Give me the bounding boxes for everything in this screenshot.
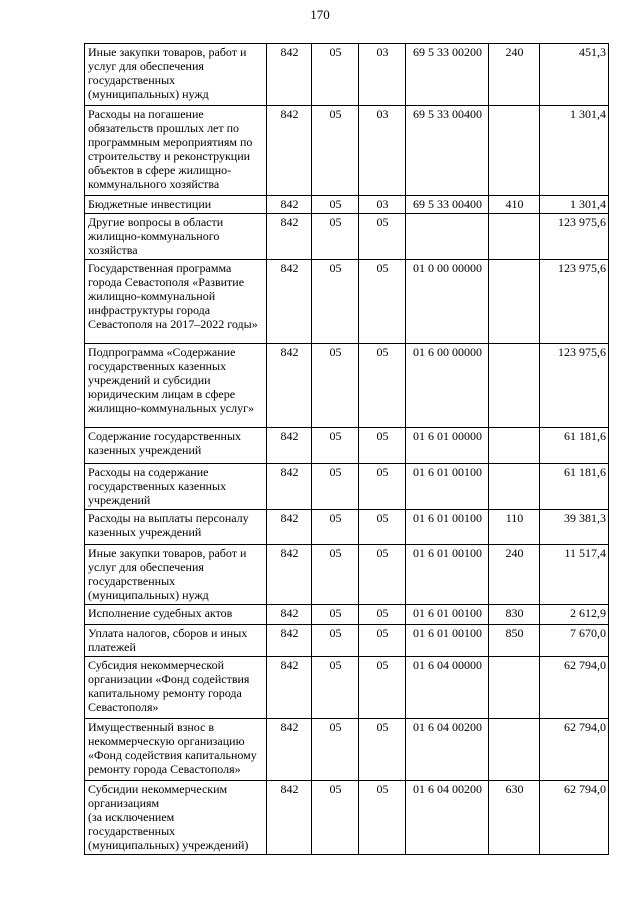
cell-expense-type: 410 <box>489 196 540 214</box>
cell-name: Бюджетные инвестиции <box>85 196 267 214</box>
cell-section: 05 <box>312 545 359 605</box>
cell-target-article: 01 6 01 00000 <box>406 428 489 464</box>
cell-amount: 123 975,6 <box>540 214 609 260</box>
cell-subsection: 05 <box>359 657 406 719</box>
cell-grbs: 842 <box>267 214 312 260</box>
cell-expense-type: 630 <box>489 781 540 855</box>
table-row <box>85 545 609 605</box>
cell-expense-type: 240 <box>489 44 540 106</box>
cell-target-article: 01 6 01 00100 <box>406 625 489 657</box>
cell-amount: 62 794,0 <box>540 719 609 781</box>
cell-target-article: 69 5 33 00400 <box>406 196 489 214</box>
cell-expense-type: 850 <box>489 625 540 657</box>
table-row <box>85 510 609 545</box>
table-row <box>85 605 609 625</box>
cell-name: Субсидия некоммерческой организации «Фонд содействия капитальному ремонту города Севастополя» <box>85 657 267 719</box>
cell-subsection: 05 <box>359 510 406 545</box>
cell-name: Государственная программа города Севастополя «Развитие жилищно-коммунальной инфраструктуры города Севастополя на 2017–2022 годы» <box>85 260 267 344</box>
cell-name: Другие вопросы в области жилищно-коммунального хозяйства <box>85 214 267 260</box>
cell-section: 05 <box>312 106 359 196</box>
cell-name: Уплата налогов, сборов и иных платежей <box>85 625 267 657</box>
cell-amount: 61 181,6 <box>540 464 609 510</box>
cell-name: Иные закупки товаров, работ и услуг для обеспечения государственных (муниципальных) нужд <box>85 44 267 106</box>
cell-amount: 62 794,0 <box>540 781 609 855</box>
cell-name: Расходы на содержание государственных казенных учреждений <box>85 464 267 510</box>
cell-grbs: 842 <box>267 428 312 464</box>
cell-amount: 61 181,6 <box>540 428 609 464</box>
cell-name: Расходы на погашение обязательств прошлых лет по программным мероприятиям по строительству и реконструкции объектов в сфере жилищно-коммунального хозяйства <box>85 106 267 196</box>
cell-name: Имущественный взнос в некоммерческую организацию «Фонд содействия капитальному ремонту города Севастополя» <box>85 719 267 781</box>
cell-expense-type <box>489 344 540 428</box>
cell-amount: 451,3 <box>540 44 609 106</box>
cell-section: 05 <box>312 657 359 719</box>
cell-grbs: 842 <box>267 781 312 855</box>
cell-target-article: 01 6 01 00100 <box>406 605 489 625</box>
cell-expense-type <box>489 428 540 464</box>
table-row <box>85 464 609 510</box>
cell-target-article: 01 6 04 00000 <box>406 657 489 719</box>
cell-grbs: 842 <box>267 657 312 719</box>
cell-section: 05 <box>312 625 359 657</box>
cell-section: 05 <box>312 196 359 214</box>
cell-subsection: 05 <box>359 545 406 605</box>
cell-target-article: 69 5 33 00400 <box>406 106 489 196</box>
cell-grbs: 842 <box>267 510 312 545</box>
cell-grbs: 842 <box>267 719 312 781</box>
cell-target-article: 01 6 00 00000 <box>406 344 489 428</box>
cell-subsection: 05 <box>359 428 406 464</box>
cell-subsection: 05 <box>359 344 406 428</box>
cell-subsection: 05 <box>359 605 406 625</box>
table-row <box>85 344 609 428</box>
cell-name: Подпрограмма «Содержание государственных казенных учреждений и субсидии юридическим лицам в сфере жилищно-коммунальных услуг» <box>85 344 267 428</box>
cell-name: Расходы на выплаты персоналу казенных учреждений <box>85 510 267 545</box>
cell-amount: 1 301,4 <box>540 106 609 196</box>
table-row <box>85 260 609 344</box>
cell-section: 05 <box>312 344 359 428</box>
cell-name: Содержание государственных казенных учреждений <box>85 428 267 464</box>
page-number: 170 <box>310 7 330 22</box>
cell-name: Субсидии некоммерческим организациям (за исключением государственных (муниципальных) учреждений) <box>85 781 267 855</box>
cell-amount: 2 612,9 <box>540 605 609 625</box>
cell-expense-type: 240 <box>489 545 540 605</box>
cell-expense-type <box>489 260 540 344</box>
table-row <box>85 106 609 196</box>
cell-name: Исполнение судебных актов <box>85 605 267 625</box>
cell-grbs: 842 <box>267 44 312 106</box>
budget-table <box>84 43 609 855</box>
cell-amount: 7 670,0 <box>540 625 609 657</box>
cell-target-article: 01 6 04 00200 <box>406 719 489 781</box>
cell-section: 05 <box>312 719 359 781</box>
cell-amount: 39 381,3 <box>540 510 609 545</box>
cell-subsection: 05 <box>359 260 406 344</box>
cell-expense-type: 110 <box>489 510 540 545</box>
cell-target-article: 01 0 00 00000 <box>406 260 489 344</box>
cell-expense-type <box>489 106 540 196</box>
table-row <box>85 428 609 464</box>
cell-target-article: 01 6 01 00100 <box>406 510 489 545</box>
cell-subsection: 05 <box>359 625 406 657</box>
cell-section: 05 <box>312 260 359 344</box>
table-row <box>85 781 609 855</box>
table-row <box>85 719 609 781</box>
cell-amount: 123 975,6 <box>540 260 609 344</box>
cell-expense-type <box>489 719 540 781</box>
table-body <box>85 44 609 855</box>
cell-grbs: 842 <box>267 196 312 214</box>
cell-expense-type <box>489 464 540 510</box>
cell-section: 05 <box>312 464 359 510</box>
cell-section: 05 <box>312 510 359 545</box>
table-row <box>85 214 609 260</box>
cell-amount: 123 975,6 <box>540 344 609 428</box>
cell-section: 05 <box>312 214 359 260</box>
cell-expense-type <box>489 214 540 260</box>
table-row <box>85 196 609 214</box>
cell-subsection: 05 <box>359 214 406 260</box>
cell-section: 05 <box>312 605 359 625</box>
cell-subsection: 03 <box>359 44 406 106</box>
table-row <box>85 625 609 657</box>
cell-subsection: 03 <box>359 106 406 196</box>
cell-section: 05 <box>312 428 359 464</box>
cell-target-article: 01 6 01 00100 <box>406 464 489 510</box>
cell-target-article: 69 5 33 00200 <box>406 44 489 106</box>
cell-amount: 1 301,4 <box>540 196 609 214</box>
cell-subsection: 03 <box>359 196 406 214</box>
cell-amount: 11 517,4 <box>540 545 609 605</box>
cell-amount: 62 794,0 <box>540 657 609 719</box>
cell-expense-type <box>489 657 540 719</box>
cell-grbs: 842 <box>267 625 312 657</box>
cell-target-article: 01 6 04 00200 <box>406 781 489 855</box>
cell-grbs: 842 <box>267 106 312 196</box>
cell-grbs: 842 <box>267 464 312 510</box>
cell-target-article: 01 6 01 00100 <box>406 545 489 605</box>
cell-section: 05 <box>312 781 359 855</box>
cell-subsection: 05 <box>359 719 406 781</box>
cell-grbs: 842 <box>267 344 312 428</box>
cell-name: Иные закупки товаров, работ и услуг для обеспечения государственных (муниципальных) нужд <box>85 545 267 605</box>
cell-subsection: 05 <box>359 464 406 510</box>
cell-grbs: 842 <box>267 605 312 625</box>
table-row <box>85 657 609 719</box>
cell-target-article <box>406 214 489 260</box>
table-row <box>85 44 609 106</box>
cell-grbs: 842 <box>267 545 312 605</box>
cell-grbs: 842 <box>267 260 312 344</box>
cell-expense-type: 830 <box>489 605 540 625</box>
cell-subsection: 05 <box>359 781 406 855</box>
cell-section: 05 <box>312 44 359 106</box>
